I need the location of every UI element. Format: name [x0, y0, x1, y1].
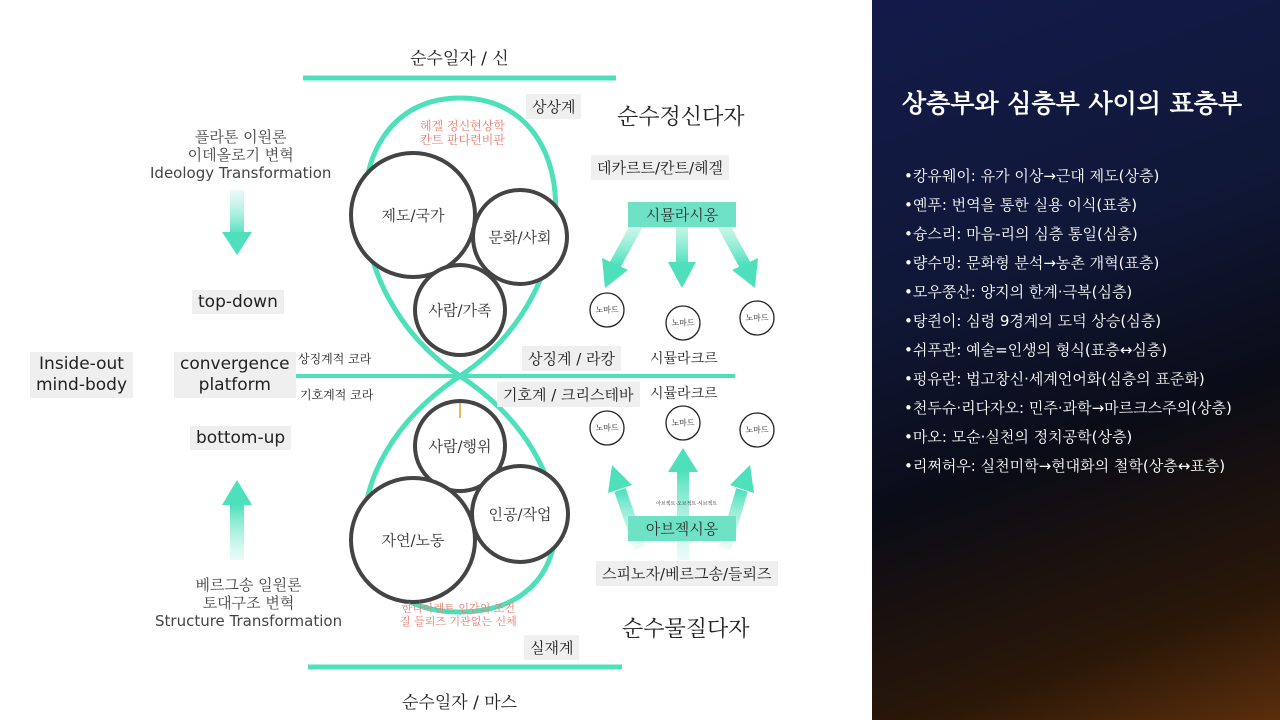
list-item: •탕쥔이: 심령 9경계의 도덕 상승(심층) [904, 312, 1162, 330]
list-item: •슝스리: 마음-리의 심층 통일(심층) [904, 225, 1138, 243]
nomad-label: 노마드 [671, 418, 695, 428]
bottom-up-label: bottom-up [190, 426, 291, 450]
panel-title: 상층부와 심층부 사이의 표층부 [902, 89, 1243, 118]
simulacre-bottom: 시뮬라크르 [650, 386, 718, 402]
side-panel [872, 0, 1280, 720]
label-family: 사람/가족 [428, 301, 492, 320]
label-artifact: 인공/작업 [488, 505, 552, 524]
real-label: 실재계 [524, 635, 579, 660]
list-item: •캉유웨이: 유가 이상→근대 제도(상층) [904, 167, 1160, 185]
nomad-label: 노마드 [595, 423, 619, 433]
list-item: •천두슈·리다자오: 민주·과학→마르크스주의(상층) [904, 399, 1232, 417]
symbolic-lacan: 상징계 / 라캉 [522, 346, 621, 371]
nomad-label: 노마드 [671, 318, 695, 328]
abjection-small: 아브젝트·오브젝트·서브젝트 [656, 501, 718, 507]
top-red-text: 헤겔 정신현상학 칸트 판다련비판 [420, 119, 505, 147]
pure-spirit-label: 순수정신다자 [617, 105, 745, 130]
imaginary-label: 상상계 [526, 94, 581, 119]
top-down-label: top-down [192, 290, 284, 314]
label-culture: 문화/사회 [488, 228, 552, 247]
simulation-label: 시뮬라시옹 [628, 202, 736, 227]
bottom-title: 순수일자 / 마스 [402, 693, 518, 713]
list-item: •쉬푸관: 예술=인생의 형식(표층↔심층) [904, 341, 1168, 359]
pure-matter-label: 순수물질다자 [622, 617, 750, 642]
symbolic-chora: 상징계적 코라 [298, 352, 372, 366]
list-item: •모우쭝산: 양지의 한계·극복(심층) [904, 283, 1133, 301]
list-item: •마오: 모순·실천의 정치공학(상층) [904, 428, 1133, 446]
abjection-label: 아브젝시옹 [628, 516, 736, 541]
label-institution: 제도/국가 [381, 206, 445, 225]
list-item: •리쩌허우: 실천미학→현대화의 철학(상층↔표층) [904, 457, 1226, 475]
structure-transformation: 베르그송 일원론 토대구조 변혁 Structure Transformation [155, 576, 343, 630]
philosophers-top: 데카르트/칸트/헤겔 [591, 155, 729, 180]
philosophers-bottom: 스피노자/베르그송/들뢰즈 [596, 561, 778, 586]
bottom-red-text: 한나아렌트 인간의 조건 질 들뢰즈 기관없는 신체 [400, 602, 517, 628]
simulacre-top: 시뮬라크르 [650, 351, 718, 367]
semiotic-kristeva: 기호계 / 크리스테바 [497, 382, 640, 407]
list-item: •옌푸: 번역을 통한 실용 이식(표층) [904, 196, 1138, 214]
nomad-label: 노마드 [745, 313, 769, 323]
nomad-label: 노마드 [595, 305, 619, 315]
list-item: •량수밍: 문화형 분석→농촌 개혁(표층) [904, 254, 1160, 272]
label-nature: 자연/노동 [381, 531, 445, 550]
nomad-label: 노마드 [745, 425, 769, 435]
top-title: 순수일자 / 신 [410, 49, 509, 69]
list-item: •펑유란: 법고창신·세계언어화(심층의 표준화) [904, 370, 1205, 388]
inside-out-label: Inside-out mind-body [30, 352, 133, 398]
label-action: 사람/행위 [428, 437, 492, 456]
convergence-platform: convergence platform [174, 352, 296, 398]
ideology-transformation: 플라톤 이원론 이데올로기 변혁 Ideology Transformation [150, 128, 332, 182]
philosopher-list [904, 162, 1232, 481]
semiotic-chora: 기호계적 코라 [300, 388, 374, 402]
